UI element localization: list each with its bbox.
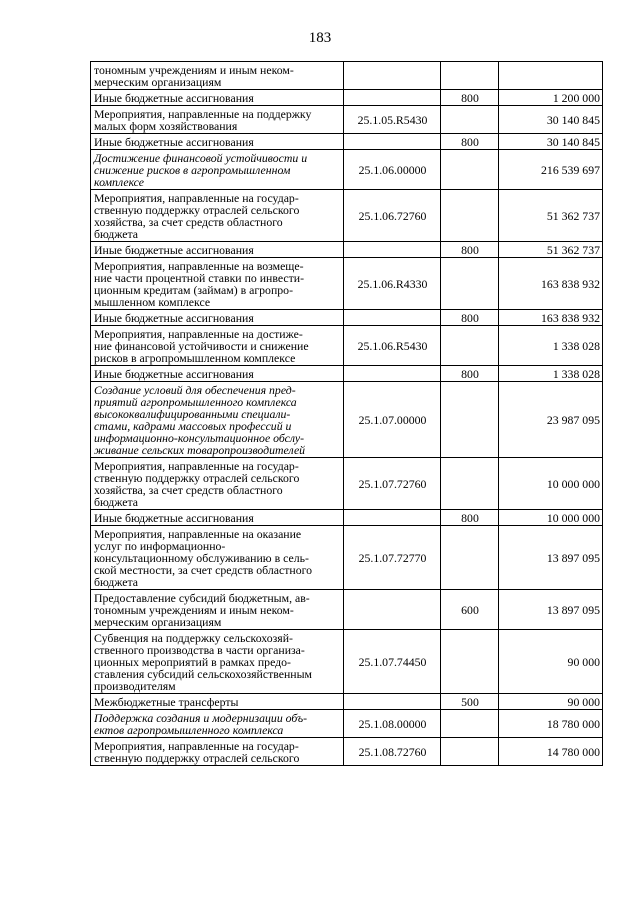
row-name (91, 90, 344, 106)
row-expense-type: 600 (441, 590, 499, 630)
table-row (91, 382, 603, 458)
row-name (91, 134, 344, 150)
row-name-line: мышленном комплексе (94, 294, 211, 309)
page-number: 183 (308, 30, 332, 46)
row-name-line: производителям (94, 678, 176, 693)
table-row (91, 190, 603, 242)
row-sum: 90 000 (499, 630, 603, 694)
row-code (344, 510, 441, 526)
row-name-line: малых форм хозяйствования (94, 118, 238, 133)
row-name-line: снижение рисков в агропромышленном (94, 162, 291, 177)
row-code: 25.1.06.00000 (344, 150, 441, 190)
row-name-line: ственную поддержку отраслей сельского (94, 470, 300, 485)
row-name-line: стами, кадрами массовых профессий и (94, 418, 292, 433)
row-name (91, 310, 344, 326)
row-name (91, 510, 344, 526)
row-expense-type (441, 258, 499, 310)
row-sum: 1 200 000 (499, 90, 603, 106)
row-name (91, 326, 344, 366)
table-row (91, 526, 603, 590)
row-name-line: ние финансовой устойчивости и снижение (94, 338, 309, 353)
row-code: 25.1.07.74450 (344, 630, 441, 694)
row-name-line: Иные бюджетные ассигнования (94, 90, 254, 105)
row-sum: 30 140 845 (499, 106, 603, 134)
row-expense-type (441, 150, 499, 190)
row-name-line: мерческим организациям (94, 74, 222, 89)
row-name (91, 630, 344, 694)
row-name-line: приятий агропромышленного комплекса (94, 394, 297, 409)
row-name (91, 694, 344, 710)
row-code (344, 134, 441, 150)
row-code: 25.1.07.72760 (344, 458, 441, 510)
row-code: 25.1.06.R4330 (344, 258, 441, 310)
row-name (91, 458, 344, 510)
row-name (91, 62, 344, 90)
row-expense-type: 500 (441, 694, 499, 710)
table-row (91, 590, 603, 630)
table-row (91, 738, 603, 766)
row-name-line: Иные бюджетные ассигнования (94, 134, 254, 149)
row-name-line: Поддержка создания и модернизации объ- (94, 710, 308, 725)
row-name-line: Мероприятия, направленные на государ- (94, 458, 299, 473)
row-expense-type (441, 382, 499, 458)
row-expense-type (441, 458, 499, 510)
table-row (91, 62, 603, 90)
row-name-line: Достижение финансовой устойчивости и (94, 150, 308, 165)
table-row (91, 630, 603, 694)
row-expense-type (441, 106, 499, 134)
row-name-line: ской местности, за счет средств областного (94, 562, 313, 577)
row-name (91, 590, 344, 630)
row-name-line: живание сельских товаропроизводителей (94, 442, 306, 457)
row-expense-type (441, 710, 499, 738)
table-row (91, 242, 603, 258)
row-name-line: Мероприятия, направленные на поддержку (94, 106, 312, 121)
row-name (91, 526, 344, 590)
row-expense-type (441, 738, 499, 766)
row-name-line: ственного производства в части организа- (94, 642, 305, 657)
row-name (91, 106, 344, 134)
row-name-line: ственную поддержку отраслей сельского (94, 750, 300, 765)
row-name-line: тономным учреждениям и иным неком- (94, 62, 294, 77)
row-name-line: хозяйства, за счет средств областного (94, 482, 283, 497)
row-code (344, 90, 441, 106)
row-sum: 10 000 000 (499, 458, 603, 510)
row-name (91, 258, 344, 310)
row-code: 25.1.07.00000 (344, 382, 441, 458)
row-sum: 13 897 095 (499, 590, 603, 630)
row-expense-type (441, 630, 499, 694)
row-name-line: Мероприятия, направленные на достиже- (94, 326, 303, 341)
row-sum: 18 780 000 (499, 710, 603, 738)
row-name-line: ционным кредитам (займам) в агропро- (94, 282, 293, 297)
row-code (344, 242, 441, 258)
row-name-line: высококвалифицированными специали- (94, 406, 291, 421)
row-name-line: ектов агропромышленного комплекса (94, 722, 284, 737)
row-expense-type: 800 (441, 510, 499, 526)
table-row (91, 134, 603, 150)
row-name-line: Межбюджетные трансферты (94, 694, 239, 709)
row-name-line: хозяйства, за счет средств областного (94, 214, 283, 229)
row-name-line: бюджета (94, 574, 138, 589)
row-name-line: консультационному обслуживанию в сель- (94, 550, 309, 565)
row-name (91, 366, 344, 382)
row-name-line: информационно-консультационное обслу- (94, 430, 305, 445)
row-sum: 10 000 000 (499, 510, 603, 526)
table-row (91, 694, 603, 710)
row-name (91, 382, 344, 458)
row-expense-type: 800 (441, 366, 499, 382)
row-expense-type: 800 (441, 310, 499, 326)
table-row (91, 150, 603, 190)
table-row (91, 106, 603, 134)
row-expense-type: 800 (441, 242, 499, 258)
row-code: 25.1.07.72770 (344, 526, 441, 590)
table-row (91, 710, 603, 738)
row-sum: 51 362 737 (499, 242, 603, 258)
row-name (91, 190, 344, 242)
table-row (91, 510, 603, 526)
row-expense-type (441, 190, 499, 242)
row-name (91, 710, 344, 738)
row-name-line: Мероприятия, направленные на государ- (94, 190, 299, 205)
budget-table (90, 61, 603, 766)
row-name-line: тономным учреждениям и иным неком- (94, 602, 294, 617)
row-name (91, 738, 344, 766)
row-name-line: Иные бюджетные ассигнования (94, 242, 254, 257)
row-name-line: рисков в агропромышленном комплексе (94, 350, 296, 365)
row-name-line: ставления субсидий сельскохозяйственным (94, 666, 313, 681)
row-expense-type: 800 (441, 134, 499, 150)
row-sum: 163 838 932 (499, 310, 603, 326)
row-sum: 23 987 095 (499, 382, 603, 458)
row-name-line: бюджета (94, 226, 138, 241)
row-sum: 13 897 095 (499, 526, 603, 590)
row-code: 25.1.06.72760 (344, 190, 441, 242)
row-name-line: мерческим организациям (94, 614, 222, 629)
row-sum: 51 362 737 (499, 190, 603, 242)
row-name (91, 242, 344, 258)
row-sum: 216 539 697 (499, 150, 603, 190)
row-code (344, 310, 441, 326)
row-expense-type (441, 326, 499, 366)
row-code (344, 590, 441, 630)
row-code (344, 366, 441, 382)
row-sum: 30 140 845 (499, 134, 603, 150)
row-expense-type: 800 (441, 90, 499, 106)
row-name-line: услуг по информационно- (94, 538, 226, 553)
table-row (91, 310, 603, 326)
row-name-line: ционных мероприятий в рамках предо- (94, 654, 291, 669)
row-name-line: бюджета (94, 494, 138, 509)
row-name-line: ние части процентной ставки по инвести- (94, 270, 305, 285)
row-code: 25.1.06.R5430 (344, 326, 441, 366)
row-sum: 90 000 (499, 694, 603, 710)
row-name-line: ственную поддержку отраслей сельского (94, 202, 300, 217)
row-sum: 14 780 000 (499, 738, 603, 766)
row-code (344, 694, 441, 710)
row-sum (499, 62, 603, 90)
table-row (91, 90, 603, 106)
row-name-line: Иные бюджетные ассигнования (94, 310, 254, 325)
row-expense-type (441, 62, 499, 90)
row-code: 25.1.08.72760 (344, 738, 441, 766)
table-row (91, 458, 603, 510)
row-name-line: Мероприятия, направленные на оказание (94, 526, 302, 541)
table-row (91, 326, 603, 366)
row-name-line: Создание условий для обеспечения пред- (94, 382, 296, 397)
table-row (91, 258, 603, 310)
row-name-line: Мероприятия, направленные на государ- (94, 738, 299, 753)
row-sum: 1 338 028 (499, 326, 603, 366)
row-name-line: Субвенция на поддержку сельскохозяй- (94, 630, 293, 645)
row-sum: 1 338 028 (499, 366, 603, 382)
row-code: 25.1.08.00000 (344, 710, 441, 738)
row-name-line: Мероприятия, направленные на возмеще- (94, 258, 304, 273)
row-name-line: Иные бюджетные ассигнования (94, 366, 254, 381)
budget-table-body (91, 62, 603, 766)
row-sum: 163 838 932 (499, 258, 603, 310)
row-name-line: Предоставление субсидий бюджетным, ав- (94, 590, 310, 605)
table-row (91, 366, 603, 382)
row-code (344, 62, 441, 90)
row-name-line: Иные бюджетные ассигнования (94, 510, 254, 525)
row-code: 25.1.05.R5430 (344, 106, 441, 134)
row-expense-type (441, 526, 499, 590)
row-name-line: комплексе (94, 174, 145, 189)
row-name (91, 150, 344, 190)
